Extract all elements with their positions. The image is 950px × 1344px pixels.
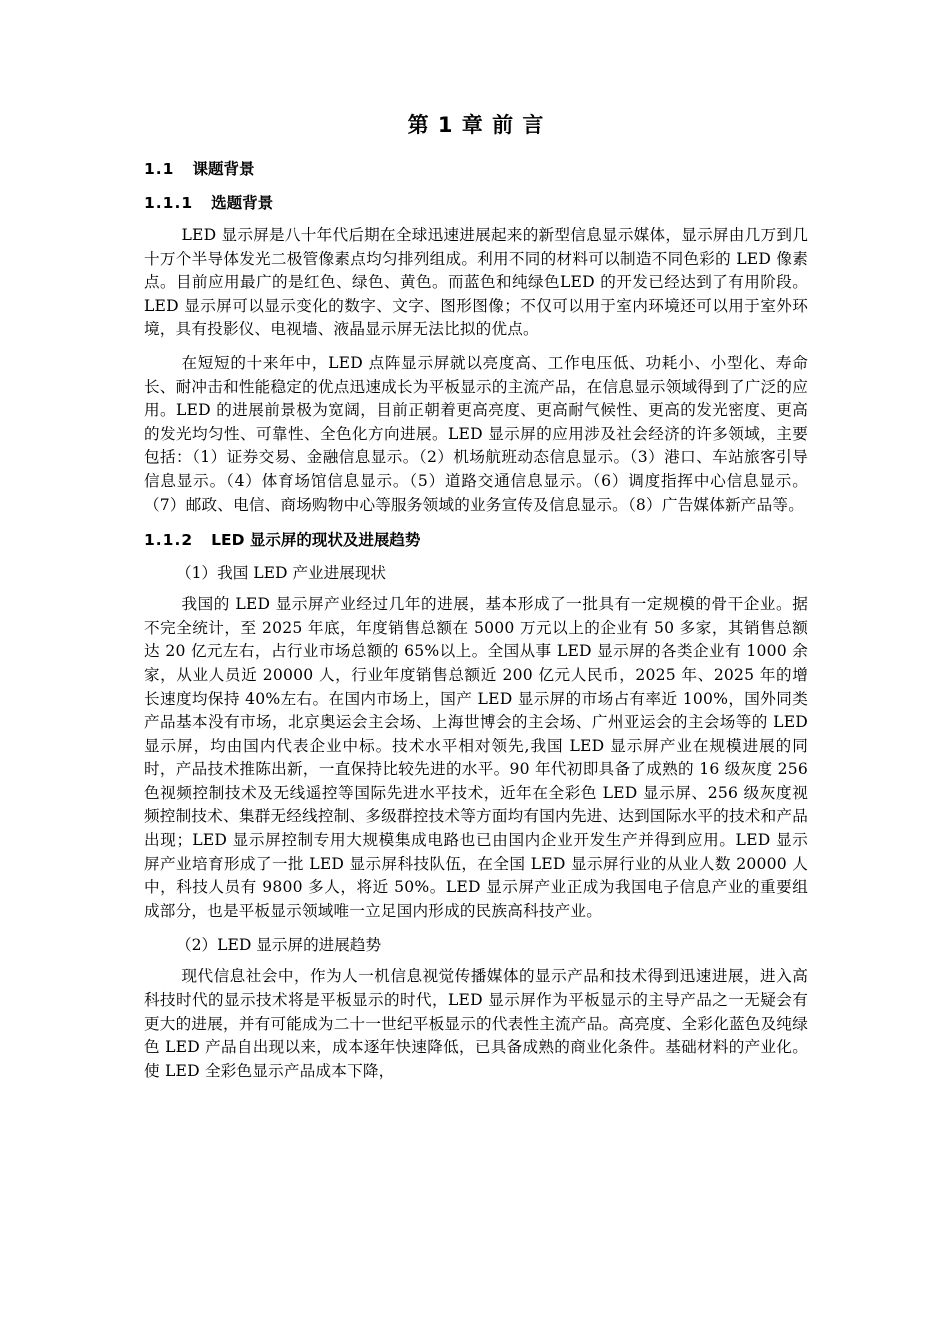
section-heading-1-1-1 (144, 190, 808, 216)
section-title: LED 显示屏的现状及进展趋势 (211, 531, 421, 550)
page-content (144, 108, 808, 1093)
section-number: 1.1.2 (144, 531, 194, 550)
section-heading-1-1-2 (144, 527, 808, 553)
section-heading-1-1 (144, 156, 808, 182)
paragraph-led-applications: 在短短的十来年中，LED 点阵显示屏就以亮度高、工作电压低、功耗小、小型化、寿命长、耐冲击和性能稳定的优点迅速成长为平板显示的主流产品，在信息显示领域得到了广泛的应用。LED 的进展前景极为宽阔，目前正朝着更高亮度、更高耐气候性、更高的发光密度、更高的发光均匀性、可靠性、全色化方向进展。LED 显示屏的应用涉及社会经济的许多领域，主要包括：（1）证券交易、金融信息显示。（2）机场航班动态信息显示。（3）港口、车站旅客引导信息显示。（4）体育场馆信息显示。（5）道路交通信息显示。（6）调度指挥中心信息显示。（7）邮政、电信、商场购物中心等服务领域的业务宣传及信息显示。（8）广告媒体新产品等。 (144, 353, 808, 514)
paragraph-trends: 现代信息社会中，作为人一机信息视觉传播媒体的显示产品和技术得到迅速进展，进入高科技时代的显示技术将是平板显示的时代，LED 显示屏作为平板显示的主导产品之一无疑会有更大的进展，并有可能成为二十一世纪平板显示的代表性主流产品。高亮度、全彩化蓝色及纯绿色 LED 产品自出现以来，成本逐年快速降低，已具备成熟的商业化条件。基础材料的产业化。使 LED 全彩色显示产品成本下降， (144, 967, 808, 1080)
section-number: 1.1 (144, 160, 175, 178)
section-title: 课题背景 (192, 160, 255, 178)
chapter-title: 第 1 章 前 言 (407, 113, 545, 137)
paragraph-domestic-industry: 我国的 LED 显示屏产业经过几年的进展，基本形成了一批具有一定规模的骨干企业。据不完全统计，至 2025 年底，年度销售总额在 5000 万元以上的企业有 50 多家，其销售总额达 20 亿元左右，占行业市场总额的 65%以上。全国从事 LED 显示屏的各类企业有 1000 余家，从业人员近 20000 人，行业年度销售总额近 200 亿元人民币，2025 年、2025 年的增长速度均保持 40%左右。在国内市场上，国产 LED 显示屏的市场占有率近 100%，国外同类产品基本没有市场，北京奥运会主会场、上海世博会的主会场、广州亚运会的主会场等的 LED 显示屏，均由国内代表企业中标。技术水平相对领先,我国 LED 显示屏产业在规模进展的同时，产品技术推陈出新，一直保持比较先进的水平。90 年代初即具备了成熟的 16 级灰度 256 色视频控制技术及无线遥控等国际先进水平技术，近年在全彩色 LED 显示屏、256 级灰度视频控制技术、集群无经线控制、多级群控技术等方面均有国内先进、达到国际水平的技术和产品出现；LED 显示屏控制专用大规模集成电路也已由国内企业开发生产并得到应用。LED 显示屏产业培育形成了一批 LED 显示屏科技队伍，在全国 LED 显示屏行业的从业人数 20000 人中，科技人员有 9800 多人，将近 50%。LED 显示屏产业正成为我国电子信息产业的重要组成部分，也是平板显示领域唯一立足国内形成的民族高科技产业。 (144, 595, 808, 920)
section-title: 选题背景 (211, 194, 274, 212)
section-number: 1.1.1 (144, 194, 194, 212)
paragraph-led-intro: LED 显示屏是八十年代后期在全球迅速进展起来的新型信息显示媒体，显示屏由几万到几十万个半导体发光二极管像素点均匀排列组成。利用不同的材料可以制造不同色彩的 LED 像素点。目前应用最广的是红色、绿色、黄色。而蓝色和纯绿色LED 的开发已经达到了有用阶段。LED 显示屏可以显示变化的数字、文字、图形图像；不仅可以用于室内环境还可以用于室外环境，具有投影仪、电视墙、液晶显示屏无法比拟的优点。 (144, 226, 808, 339)
subheading-domestic-status: （1）我国 LED 产业进展现状 (176, 564, 387, 583)
subheading-trends: （2）LED 显示屏的进展趋势 (176, 936, 382, 955)
